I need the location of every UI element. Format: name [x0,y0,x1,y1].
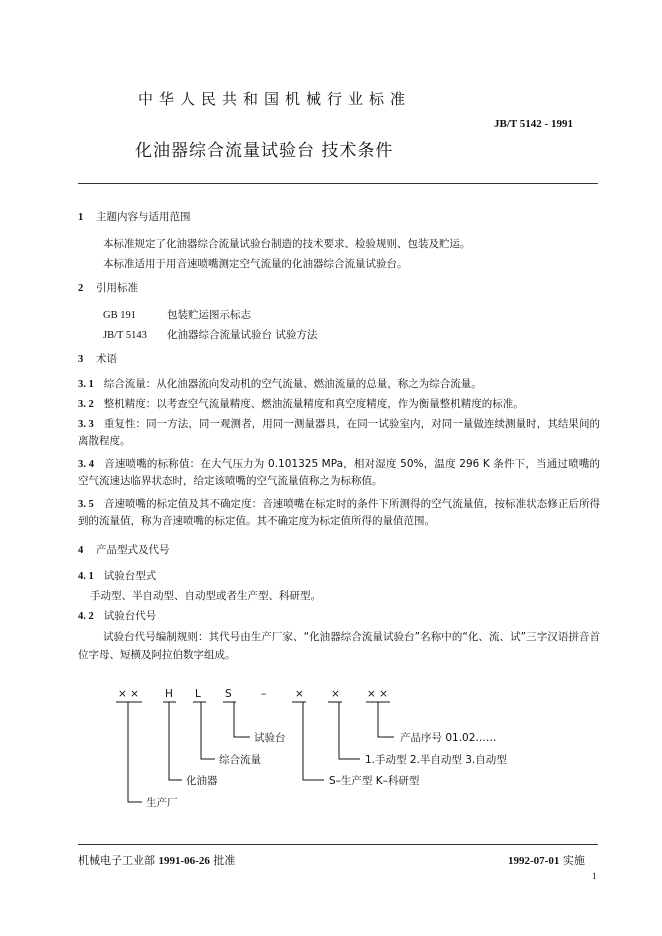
section-number: 2 [78,283,84,294]
term-number: 3. 2 [78,399,94,410]
section-number: 4 [78,545,84,556]
leader-carburetor [169,702,182,780]
approval-word: 批准 [213,854,236,867]
implementation-line [508,852,585,868]
leader-usage-type [303,702,324,780]
approver: 机械电子工业部 [78,854,155,867]
section-title: 产品型式及代号 [96,544,170,556]
term-text: 音速喷嘴的标称值：在大气压力为 0.101325 MPa，相对湿度 50%，温度 296 K 条件下，当通过喷嘴的空气流速达临界状态时，给定该喷嘴的空气流量值称之为标称值。 [78,458,601,487]
code-maker: × × [118,688,139,700]
label-comprehensive-flow: 综合流量 [219,754,261,766]
subsection-number: 4. 2 [78,611,94,622]
approval-date: 1991-06-26 [158,855,210,867]
term-number: 3. 4 [78,459,94,470]
paragraph: 试验台代号编制规则：其代号由生产厂家、“化油器综合流量试验台”名称中的“化、流、试”三字汉语拼音首位字母、短横及阿拉伯数字组成。 [78,631,600,661]
label-manufacturer: 生产厂 [146,797,178,809]
leader-comprehensive-flow [201,702,215,759]
label-usage-type: S–生产型 K–科研型 [329,775,420,787]
reference-title: 包装贮运图示标志 [167,309,251,321]
term-number: 3. 3 [78,419,94,430]
reference-title: 化油器综合流量试验台 试验方法 [167,329,318,341]
leader-sequence [378,702,394,737]
section-number: 3 [78,354,84,365]
footer-divider [78,844,598,845]
leader-test-bench [234,702,250,737]
reference-code: GB 191 [103,310,136,321]
section-title: 术语 [96,353,117,365]
paragraph: 手动型、半自动型、自动型或者生产型、科研型。 [90,590,321,602]
term-text: 重复性：同一方法，同一观测者，用同一测量器具，在同一试验室内，对同一量做连续测量时，其结果间的离散程度。 [78,418,601,447]
code-l: L [195,688,201,700]
subsection-title: 试验台型式 [103,570,157,582]
leader-manufacturer [128,702,142,802]
implementation-date: 1992-07-01 [508,855,560,867]
implementation-word: 实施 [562,854,585,867]
label-sequence: 产品序号 01.02…… [400,732,497,744]
term-text: 综合流量：从化油器流向发动机的空气流量、燃油流量的总量，称之为综合流量。 [103,378,482,390]
label-carburetor: 化油器 [186,775,218,787]
code-h: H [165,688,173,700]
standard-category-title: 中华人民共和国机械行业标准 [138,90,412,108]
subsection-title: 试验台代号 [103,610,157,622]
term-number: 3. 5 [78,499,94,510]
approval-line [78,852,235,868]
code-type2: × [331,688,340,700]
code-s: S [225,688,232,700]
leader-control-type [339,702,360,759]
reference-code: JB/T 5143 [103,330,147,341]
term-text: 整机精度：以考查空气流量精度、燃油流量精度和真空度精度，作为衡量整机精度的标准。 [103,398,524,410]
section-title: 主题内容与适用范围 [96,211,191,223]
section-title: 引用标准 [96,282,138,294]
subsection-number: 4. 1 [78,571,94,582]
document-title: 化油器综合流量试验台 技术条件 [135,141,394,161]
code-sequence: × × [367,688,388,700]
label-test-bench: 试验台 [254,732,286,744]
standard-number: JB/T 5142 - 1991 [494,118,573,130]
section-number: 1 [78,212,84,223]
paragraph: 本标准规定了化油器综合流量试验台制造的技术要求、检验规则、包装及贮运。 [103,238,471,250]
code-type1: × [295,688,304,700]
term-text: 音速喷嘴的标定值及其不确定度：音速喷嘴在标定时的条件下所测得的空气流量值，按标准状态修正后所得到的流量值，称为音速喷嘴的标定值。其不确定度为标定值所得的量值范围。 [78,498,601,527]
label-control-type: 1.手动型 2.半自动型 3.自动型 [365,754,507,766]
page-number: 1 [592,871,597,881]
term-number: 3. 1 [78,379,94,390]
paragraph: 本标准适用于用音速喷嘴测定空气流量的化油器综合流量试验台。 [103,258,408,270]
code-dash: – [261,688,267,700]
